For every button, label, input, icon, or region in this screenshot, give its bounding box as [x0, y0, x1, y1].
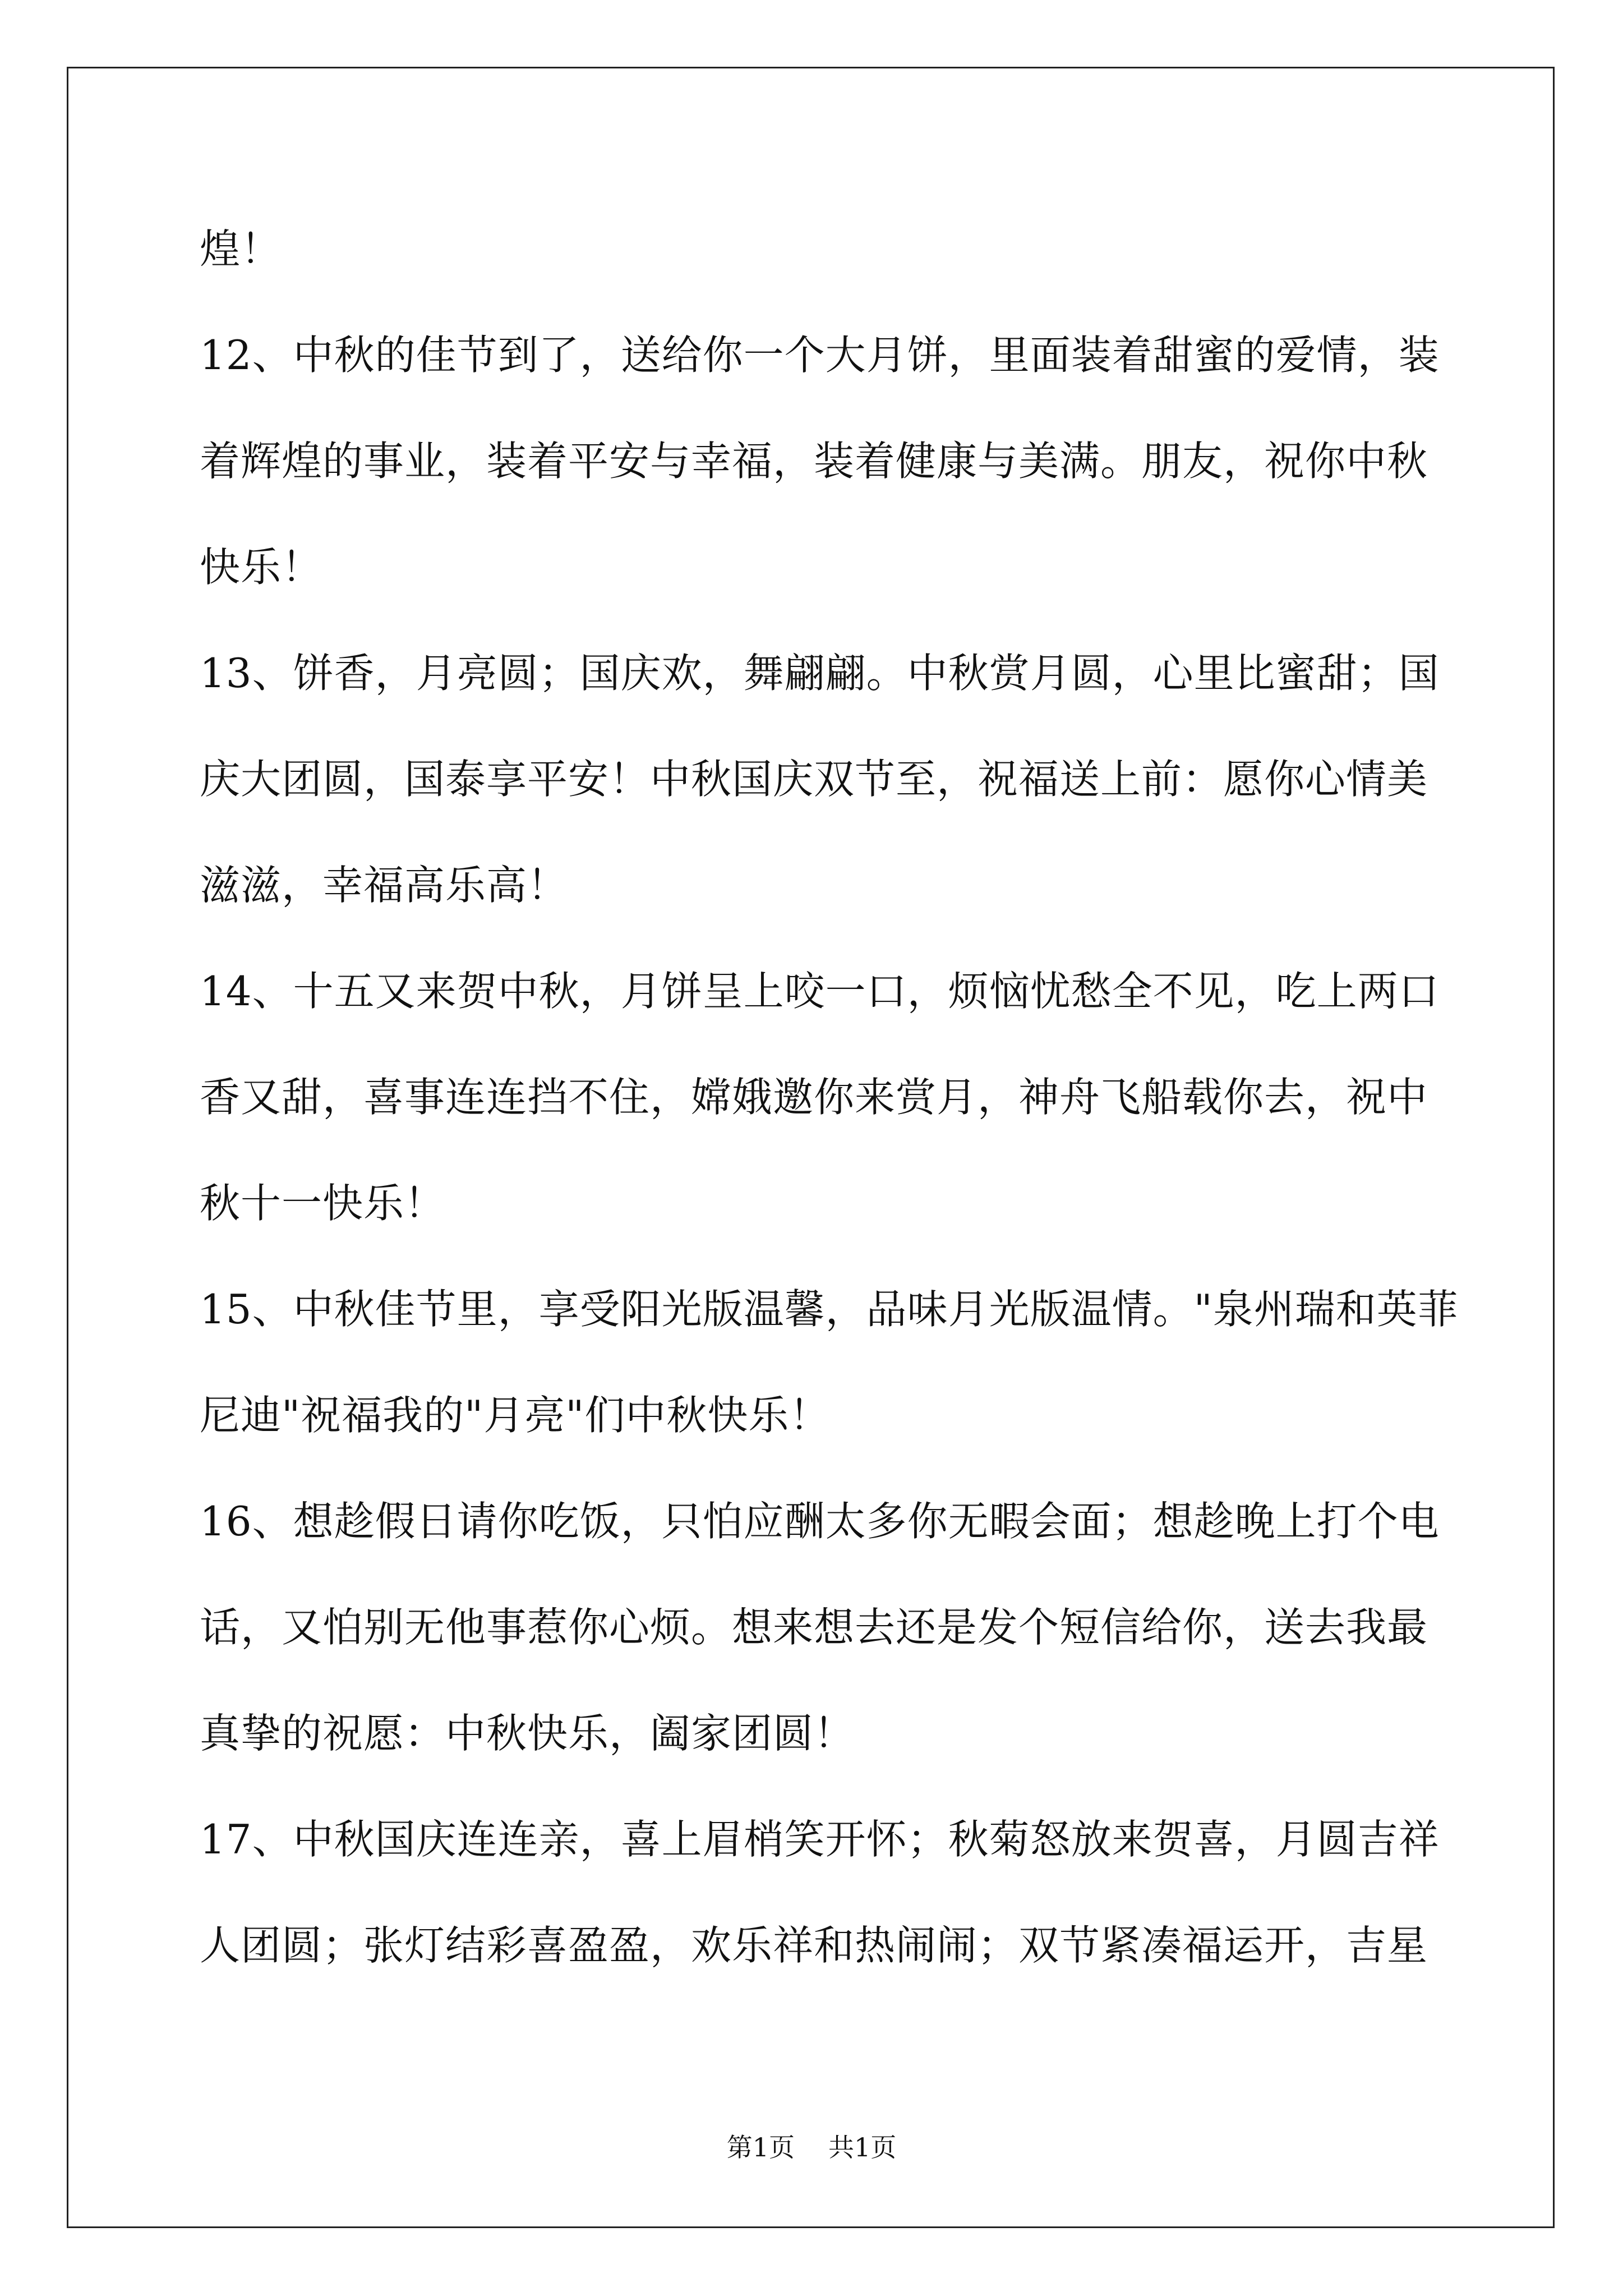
text-line: 16、想趁假日请你吃饭，只怕应酬太多你无暇会面；想趁晚上打个电: [200, 1498, 1440, 1545]
text-line: 煌！: [200, 226, 282, 273]
text-line: 庆大团圆，国泰享平安！中秋国庆双节至，祝福送上前：愿你心情美: [200, 756, 1428, 803]
text-line: 12、中秋的佳节到了，送给你一个大月饼，里面装着甜蜜的爱情，装: [200, 332, 1440, 379]
page-number-current: 第1页: [726, 2132, 795, 2162]
text-line: 话，又怕别无他事惹你心烦。想来想去还是发个短信给你，送去我最: [200, 1604, 1428, 1651]
text-line: 真挚的祝愿：中秋快乐，阖家团圆！: [200, 1710, 855, 1757]
text-line: 快乐！: [200, 544, 323, 591]
page-footer: [0, 2131, 1623, 2164]
page-number-total: 共1页: [828, 2132, 897, 2162]
text-line: 人团圆；张灯结彩喜盈盈，欢乐祥和热闹闹；双节紧凑福运开，吉星: [200, 1922, 1428, 1969]
text-line: 15、中秋佳节里，享受阳光版温馨，品味月光版温情。"泉州瑞和英菲: [200, 1286, 1459, 1333]
text-line: 滋滋，幸福高乐高！: [200, 862, 569, 909]
text-line: 香又甜，喜事连连挡不住，嫦娥邀你来赏月，神舟飞船载你去，祝中: [200, 1074, 1428, 1121]
text-line: 13、饼香，月亮圆；国庆欢，舞翩翩。中秋赏月圆，心里比蜜甜；国: [200, 650, 1440, 697]
text-line: 17、中秋国庆连连亲，喜上眉梢笑开怀；秋菊怒放来贺喜，月圆吉祥: [200, 1816, 1440, 1863]
page-border: [67, 67, 1555, 2228]
text-line: 着辉煌的事业，装着平安与幸福，装着健康与美满。朋友，祝你中秋: [200, 438, 1428, 485]
text-line: 秋十一快乐！: [200, 1180, 446, 1227]
text-line: 14、十五又来贺中秋，月饼呈上咬一口，烦恼忧愁全不见，吃上两口: [200, 968, 1440, 1015]
text-line: 尼迪"祝福我的"月亮"们中秋快乐！: [200, 1392, 831, 1439]
